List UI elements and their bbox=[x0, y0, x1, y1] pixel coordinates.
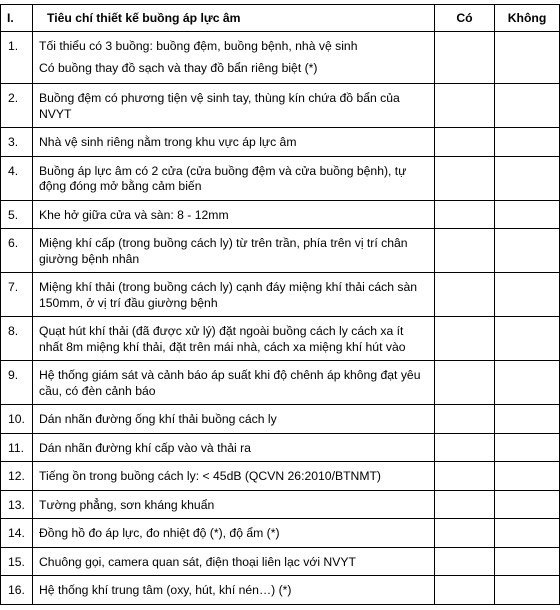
row-number: 9. bbox=[1, 361, 33, 405]
section-title: Tiêu chí thiết kế buồng áp lực âm bbox=[33, 5, 435, 32]
criterion-text: Chuông gọi, camera quan sát, điện thoại liên lạc với NVYT bbox=[39, 554, 356, 569]
row-number: 12. bbox=[1, 462, 33, 491]
no-checkbox-cell[interactable] bbox=[495, 317, 560, 361]
criterion-text: Miệng khí cấp (trong buồng cách ly) từ trên trần, phía trên vị trí chân giường bệnh nhân bbox=[39, 236, 408, 266]
no-checkbox-cell[interactable] bbox=[495, 128, 560, 157]
table-row bbox=[1, 519, 560, 548]
criterion-text: Tối thiểu có 3 buồng: buồng đệm, buồng bệnh, nhà vệ sinh bbox=[39, 39, 358, 53]
row-number: 5. bbox=[1, 200, 33, 229]
criterion-text: Tiếng ồn trong buồng cách ly: < 45dB (QCVN 26:2010/BTNMT) bbox=[39, 469, 381, 483]
criterion-text: Hệ thống giám sát và cảnh báo áp suất khi độ chênh áp không đạt yêu cầu, có đèn cảnh báo bbox=[39, 368, 421, 398]
no-checkbox-cell[interactable] bbox=[495, 519, 560, 548]
criterion-text: Buồng áp lực âm có 2 cửa (cửa buồng đệm và cửa buồng bệnh), tự động đóng mở bằng cảm biến bbox=[39, 163, 407, 193]
row-number: 14. bbox=[1, 519, 33, 548]
yes-checkbox-cell[interactable] bbox=[435, 405, 495, 434]
no-checkbox-cell[interactable] bbox=[495, 229, 560, 273]
no-checkbox-cell[interactable] bbox=[495, 547, 560, 576]
no-checkbox-cell[interactable] bbox=[495, 84, 560, 128]
section-number: I. bbox=[1, 5, 33, 32]
criterion-cell bbox=[33, 200, 435, 229]
table-row bbox=[1, 462, 560, 491]
criterion-text: Dán nhãn đường ống khí thải buồng cách ly bbox=[39, 412, 277, 426]
row-number: 3. bbox=[1, 128, 33, 157]
yes-checkbox-cell[interactable] bbox=[435, 317, 495, 361]
row-number: 8. bbox=[1, 317, 33, 361]
row-number: 7. bbox=[1, 273, 33, 317]
table-row bbox=[1, 128, 560, 157]
yes-checkbox-cell[interactable] bbox=[435, 128, 495, 157]
row-number: 1. bbox=[1, 32, 33, 84]
criterion-cell bbox=[33, 361, 435, 405]
row-number: 4. bbox=[1, 156, 33, 200]
criterion-text: Dán nhãn đường khí cấp vào và thải ra bbox=[39, 440, 251, 455]
table-row bbox=[1, 229, 560, 273]
no-checkbox-cell[interactable] bbox=[495, 361, 560, 405]
criterion-cell bbox=[33, 84, 435, 128]
yes-checkbox-cell[interactable] bbox=[435, 273, 495, 317]
table-row bbox=[1, 200, 560, 229]
no-checkbox-cell[interactable] bbox=[495, 405, 560, 434]
criterion-subtext: Có buồng thay đồ sạch và thay đồ bẩn riêng biệt (*) bbox=[39, 60, 318, 75]
criterion-cell bbox=[33, 156, 435, 200]
no-checkbox-cell[interactable] bbox=[495, 576, 560, 605]
criterion-cell bbox=[33, 405, 435, 434]
criterion-text: Buồng đệm có phương tiện vệ sinh tay, thùng kín chứa đồ bẩn của NVYT bbox=[39, 91, 400, 121]
criterion-text: Khe hở giữa cửa và sàn: 8 - 12mm bbox=[39, 207, 229, 222]
criteria-document bbox=[0, 4, 560, 605]
no-checkbox-cell[interactable] bbox=[495, 462, 560, 491]
criterion-text: Tường phẳng, sơn kháng khuẩn bbox=[39, 497, 215, 512]
criterion-cell bbox=[33, 433, 435, 462]
row-number: 15. bbox=[1, 547, 33, 576]
criterion-text: Nhà vệ sinh riêng nằm trong khu vực áp lực âm bbox=[39, 135, 297, 149]
criterion-text: Miệng khí thải (trong buồng cách ly) cạnh đáy miệng khí thải cách sàn 150mm, ở vị trí đầu giường bệnh bbox=[39, 280, 418, 310]
criterion-cell bbox=[33, 490, 435, 519]
yes-checkbox-cell[interactable] bbox=[435, 229, 495, 273]
no-checkbox-cell[interactable] bbox=[495, 433, 560, 462]
criterion-cell bbox=[33, 462, 435, 491]
no-checkbox-cell[interactable] bbox=[495, 273, 560, 317]
criterion-cell bbox=[33, 547, 435, 576]
criterion-cell bbox=[33, 229, 435, 273]
criterion-cell bbox=[33, 576, 435, 605]
criterion-text: Hệ thống khí trung tâm (oxy, hút, khí nén…) (*) bbox=[39, 583, 292, 597]
yes-checkbox-cell[interactable] bbox=[435, 433, 495, 462]
column-yes-header: Có bbox=[435, 5, 495, 32]
criterion-text: Đồng hồ đo áp lực, đo nhiệt độ (*), độ ẩm (*) bbox=[39, 526, 280, 540]
table-header-row bbox=[1, 5, 560, 32]
criterion-cell bbox=[33, 519, 435, 548]
criterion-cell bbox=[33, 273, 435, 317]
no-checkbox-cell[interactable] bbox=[495, 200, 560, 229]
no-checkbox-cell[interactable] bbox=[495, 32, 560, 84]
yes-checkbox-cell[interactable] bbox=[435, 84, 495, 128]
table-row bbox=[1, 547, 560, 576]
table-row bbox=[1, 156, 560, 200]
yes-checkbox-cell[interactable] bbox=[435, 462, 495, 491]
table-row bbox=[1, 32, 560, 84]
no-checkbox-cell[interactable] bbox=[495, 490, 560, 519]
table-row bbox=[1, 273, 560, 317]
yes-checkbox-cell[interactable] bbox=[435, 156, 495, 200]
yes-checkbox-cell[interactable] bbox=[435, 200, 495, 229]
row-number: 6. bbox=[1, 229, 33, 273]
row-number: 16. bbox=[1, 576, 33, 605]
table-row bbox=[1, 490, 560, 519]
table-row bbox=[1, 405, 560, 434]
table-row bbox=[1, 576, 560, 605]
table-row bbox=[1, 317, 560, 361]
criteria-table bbox=[0, 4, 560, 605]
row-number: 11. bbox=[1, 433, 33, 462]
yes-checkbox-cell[interactable] bbox=[435, 576, 495, 605]
criterion-cell bbox=[33, 32, 435, 84]
yes-checkbox-cell[interactable] bbox=[435, 32, 495, 84]
table-row bbox=[1, 433, 560, 462]
yes-checkbox-cell[interactable] bbox=[435, 490, 495, 519]
no-checkbox-cell[interactable] bbox=[495, 156, 560, 200]
table-row bbox=[1, 361, 560, 405]
column-no-header: Không bbox=[495, 5, 560, 32]
criterion-cell bbox=[33, 317, 435, 361]
yes-checkbox-cell[interactable] bbox=[435, 361, 495, 405]
table-row bbox=[1, 84, 560, 128]
yes-checkbox-cell[interactable] bbox=[435, 547, 495, 576]
yes-checkbox-cell[interactable] bbox=[435, 519, 495, 548]
row-number: 10. bbox=[1, 405, 33, 434]
row-number: 2. bbox=[1, 84, 33, 128]
criterion-text: Quạt hút khí thải (đã được xử lý) đặt ngoài buồng cách ly cách xa ít nhất 8m miệng khí thải, đặt trên mái nhà, cách xa miệng khí hút vào bbox=[39, 324, 406, 354]
row-number: 13. bbox=[1, 490, 33, 519]
criterion-cell bbox=[33, 128, 435, 157]
